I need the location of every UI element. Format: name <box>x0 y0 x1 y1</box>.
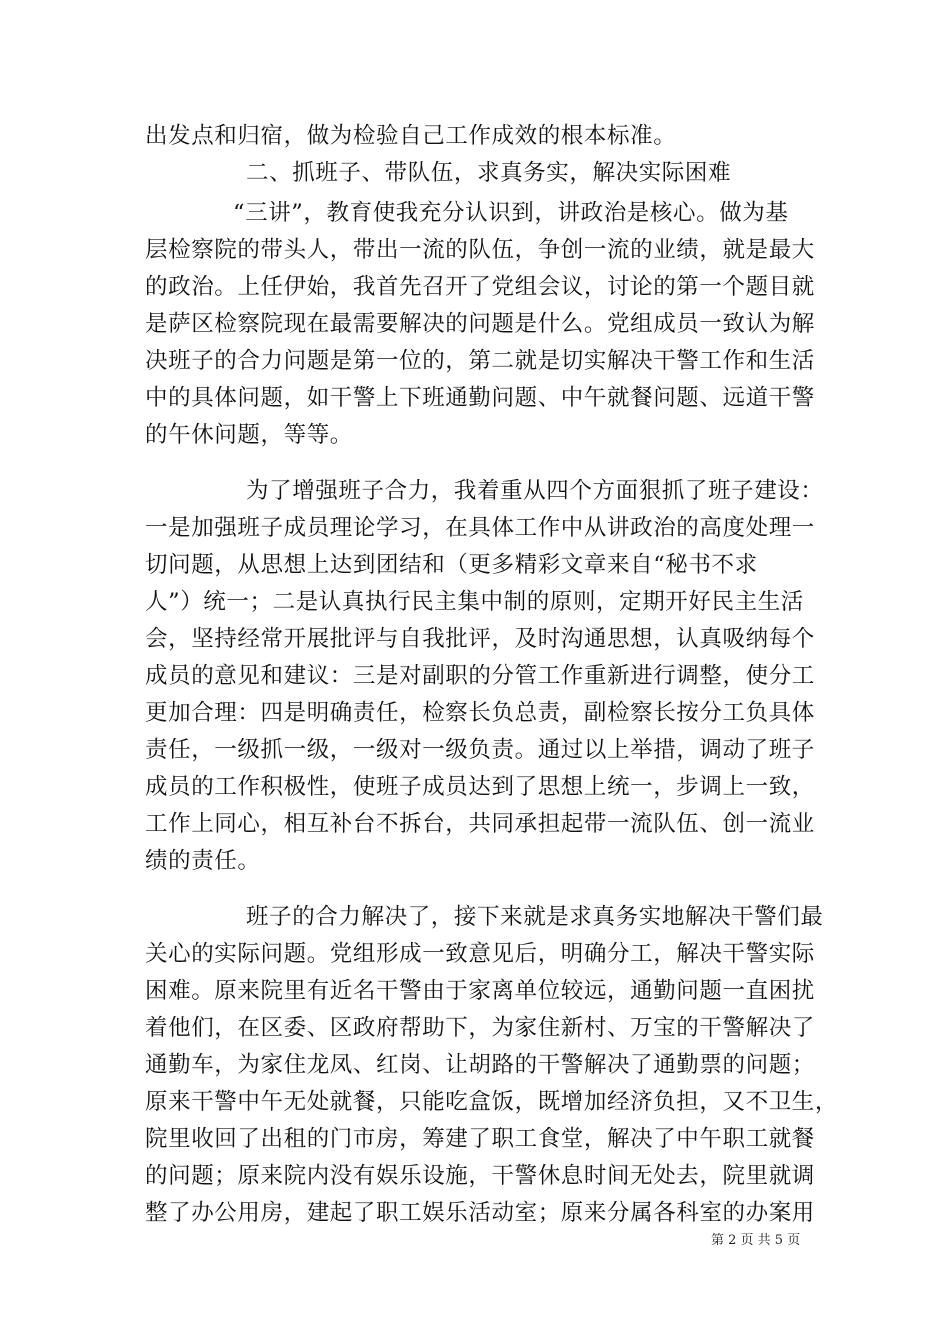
text-line-12: 切问题，从思想上达到团结和（更多精彩文章来自“秘书不求 <box>145 552 758 578</box>
text-line-22: 关心的实际问题。党组形成一致意见后，明确分工，解决干警实际 <box>145 941 815 967</box>
text-line-11: 一是加强班子成员理论学习，在具体工作中从讲政治的高度处理一 <box>145 515 815 541</box>
text-line-23: 困难。原来院里有近名干警由于家离单位较远，通勤问题一直困扰 <box>145 978 815 1004</box>
text-line-7: 决班子的合力问题是第一位的，第二就是切实解决干警工作和生活 <box>145 348 815 374</box>
text-line-6: 是萨区检察院现在最需要解决的问题是什么。党组成员一致认为解 <box>145 311 815 337</box>
text-line-29: 整了办公用房，建起了职工娱乐活动室；原来分属各科室的办案用 <box>145 1200 815 1226</box>
text-line-8: 中的具体问题，如干警上下班通勤问题、中午就餐问题、远道干警 <box>145 385 815 411</box>
text-line-13: 人”）统一；二是认真执行民主集中制的原则，定期开好民主生活 <box>145 589 804 615</box>
text-line-27: 院里收回了出租的门市房，筹建了职工食堂，解决了中午职工就餐 <box>145 1126 815 1152</box>
text-line-15: 成员的意见和建议：三是对副职的分管工作重新进行调整，使分工 <box>145 663 815 689</box>
text-line-19: 工作上同心，相互补台不拆台，共同承担起带一流队伍、创一流业 <box>145 811 815 837</box>
text-line-16: 更加合理：四是明确责任，检察长负总责，副检察长按分工负具体 <box>145 700 815 726</box>
text-line-24: 着他们，在区委、区政府帮助下，为家住新村、万宝的干警解决了 <box>145 1015 815 1041</box>
text-line-20: 绩的责任。 <box>145 848 261 874</box>
text-line-25: 通勤车，为家住龙凤、红岗、让胡路的干警解决了通勤票的问题； <box>145 1052 815 1078</box>
text-line-18: 成员的工作积极性，使班子成员达到了思想上统一，步调上一致， <box>145 774 815 800</box>
text-line-10: 为了增强班子合力，我着重从四个方面狠抓了班子建设： <box>246 478 824 504</box>
text-line-1: 出发点和归宿，做为检验自己工作成效的根本标准。 <box>145 123 677 149</box>
text-line-14: 会，坚持经常开展批评与自我批评，及时沟通思想，认真吸纳每个 <box>145 626 815 652</box>
text-line-5: 的政治。上任伊始，我首先召开了党组会议，讨论的第一个题目就 <box>145 274 815 300</box>
page-number-footer: 第 2 页 共 5 页 <box>711 1233 801 1248</box>
text-line-9: 的午休问题，等等。 <box>145 422 353 448</box>
text-line-4: 层检察院的带头人，带出一流的队伍，争创一流的业绩，就是最大 <box>145 237 815 263</box>
text-line-21: 班子的合力解决了，接下来就是求真务实地解决干警们最 <box>246 904 824 930</box>
section-heading: 二、抓班子、带队伍，求真务实，解决实际困难 <box>246 160 732 186</box>
text-line-17: 责任，一级抓一级，一级对一级负责。通过以上举措，调动了班子 <box>145 737 815 763</box>
text-line-3: “三讲”，教育使我充分认识到，讲政治是核心。做为基 <box>233 200 789 226</box>
text-line-28: 的问题；原来院内没有娱乐设施，干警休息时间无处去，院里就调 <box>145 1163 815 1189</box>
text-line-26: 原来干警中午无处就餐，只能吃盒饭，既增加经济负担，又不卫生， <box>145 1089 839 1115</box>
